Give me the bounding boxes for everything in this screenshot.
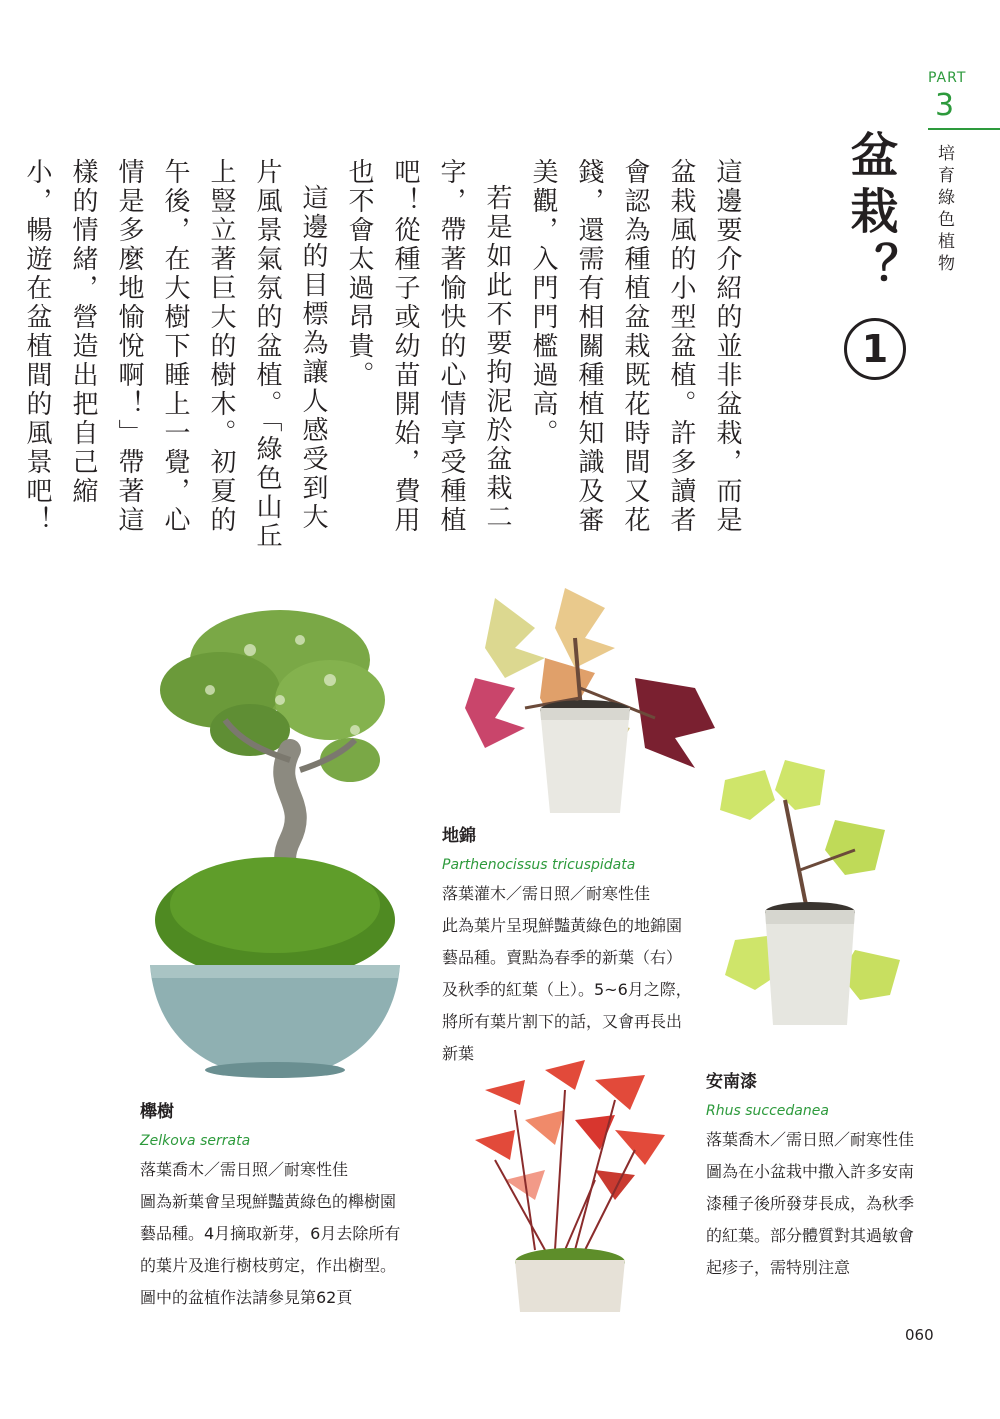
caption-line: 的紅葉。部分體質對其過敏會 (706, 1226, 915, 1245)
part-divider (928, 128, 1000, 130)
caption-title: 安南漆 (706, 1072, 757, 1092)
caption-line: 圖中的盆植作法請參見第62頁 (140, 1288, 353, 1307)
boston-ivy-red-photo (455, 578, 735, 818)
zelkova-bonsai-photo (140, 600, 410, 1090)
caption-traits: 落葉喬木／需日照／耐寒性佳 (706, 1130, 915, 1149)
body-paragraph: 這邊的目標為讓人感受到大片風景氣氛的盆植。「綠色山丘上豎立著巨大的樹木。初夏的午後，在大樹下睡上一覺，心情是多麼地愉悅啊！」帶著這樣的情緒，營造出把自己縮小，暢遊在盆植間的風景吧！ (22, 158, 328, 551)
caption-line: 起疹子，需特別注意 (706, 1258, 851, 1277)
caption-traits: 落葉灌木／需日照／耐寒性佳 (442, 884, 651, 903)
caption-line: 圖為新葉會呈現鮮豔黃綠色的櫸樹園 (140, 1192, 397, 1211)
caption-line: 及秋季的紅葉（上）。5~6月之際， (442, 980, 692, 999)
caption-scientific-name: Zelkova serrata (140, 1133, 251, 1149)
caption-title: 地錦 (442, 826, 476, 846)
body-paragraph: 這邊要介紹的並非盆栽，而是盆栽風的小型盆植。許多讀者會認為種植盆栽既花時間又花錢，還需有相關種植知識及審美觀，入門門檻過高。 (528, 158, 742, 535)
body-text (22, 158, 750, 558)
boston-ivy-green-photo (715, 760, 915, 1035)
caption-line: 漆種子後所發芽長成，為秋季 (706, 1194, 915, 1213)
caption-line: 圖為在小盆栽中撒入許多安南 (706, 1162, 915, 1181)
body-paragraph: 若是如此不要拘泥於盆栽二字，帶著愉快的心情享受種植吧！從種子或幼苗開始，費用也不會太過昂貴。 (344, 158, 512, 535)
caption-rhus (706, 1066, 936, 1284)
rhus-seedlings-photo (465, 1050, 675, 1320)
caption-parthenocissus (442, 820, 732, 1070)
caption-line: 藝品種。4月摘取新芽，6月去除所有 (140, 1224, 401, 1243)
part-number: 3 (935, 88, 955, 123)
title-number: 1 (844, 318, 906, 380)
caption-scientific-name: Parthenocissus tricuspidata (442, 857, 636, 873)
caption-line: 藝品種。賣點為春季的新葉（右） (442, 948, 683, 967)
caption-line: 此為葉片呈現鮮豔黃綠色的地錦園 (442, 916, 683, 935)
caption-scientific-name: Rhus succedanea (706, 1103, 829, 1119)
caption-title: 櫸樹 (140, 1102, 174, 1122)
caption-line: 的葉片及進行樹枝剪定，作出樹型。 (140, 1256, 397, 1275)
part-label: PART (928, 70, 967, 86)
caption-line: 新葉 (442, 1044, 475, 1063)
caption-zelkova (140, 1096, 430, 1314)
caption-traits: 落葉喬木／需日照／耐寒性佳 (140, 1160, 349, 1179)
page-number: 060 (905, 1326, 934, 1344)
caption-line: 將所有葉片割下的話，又會再長出 (442, 1012, 683, 1031)
part-name: 培育綠色植物 (934, 144, 954, 276)
page-title: 盆栽？ (842, 130, 898, 298)
